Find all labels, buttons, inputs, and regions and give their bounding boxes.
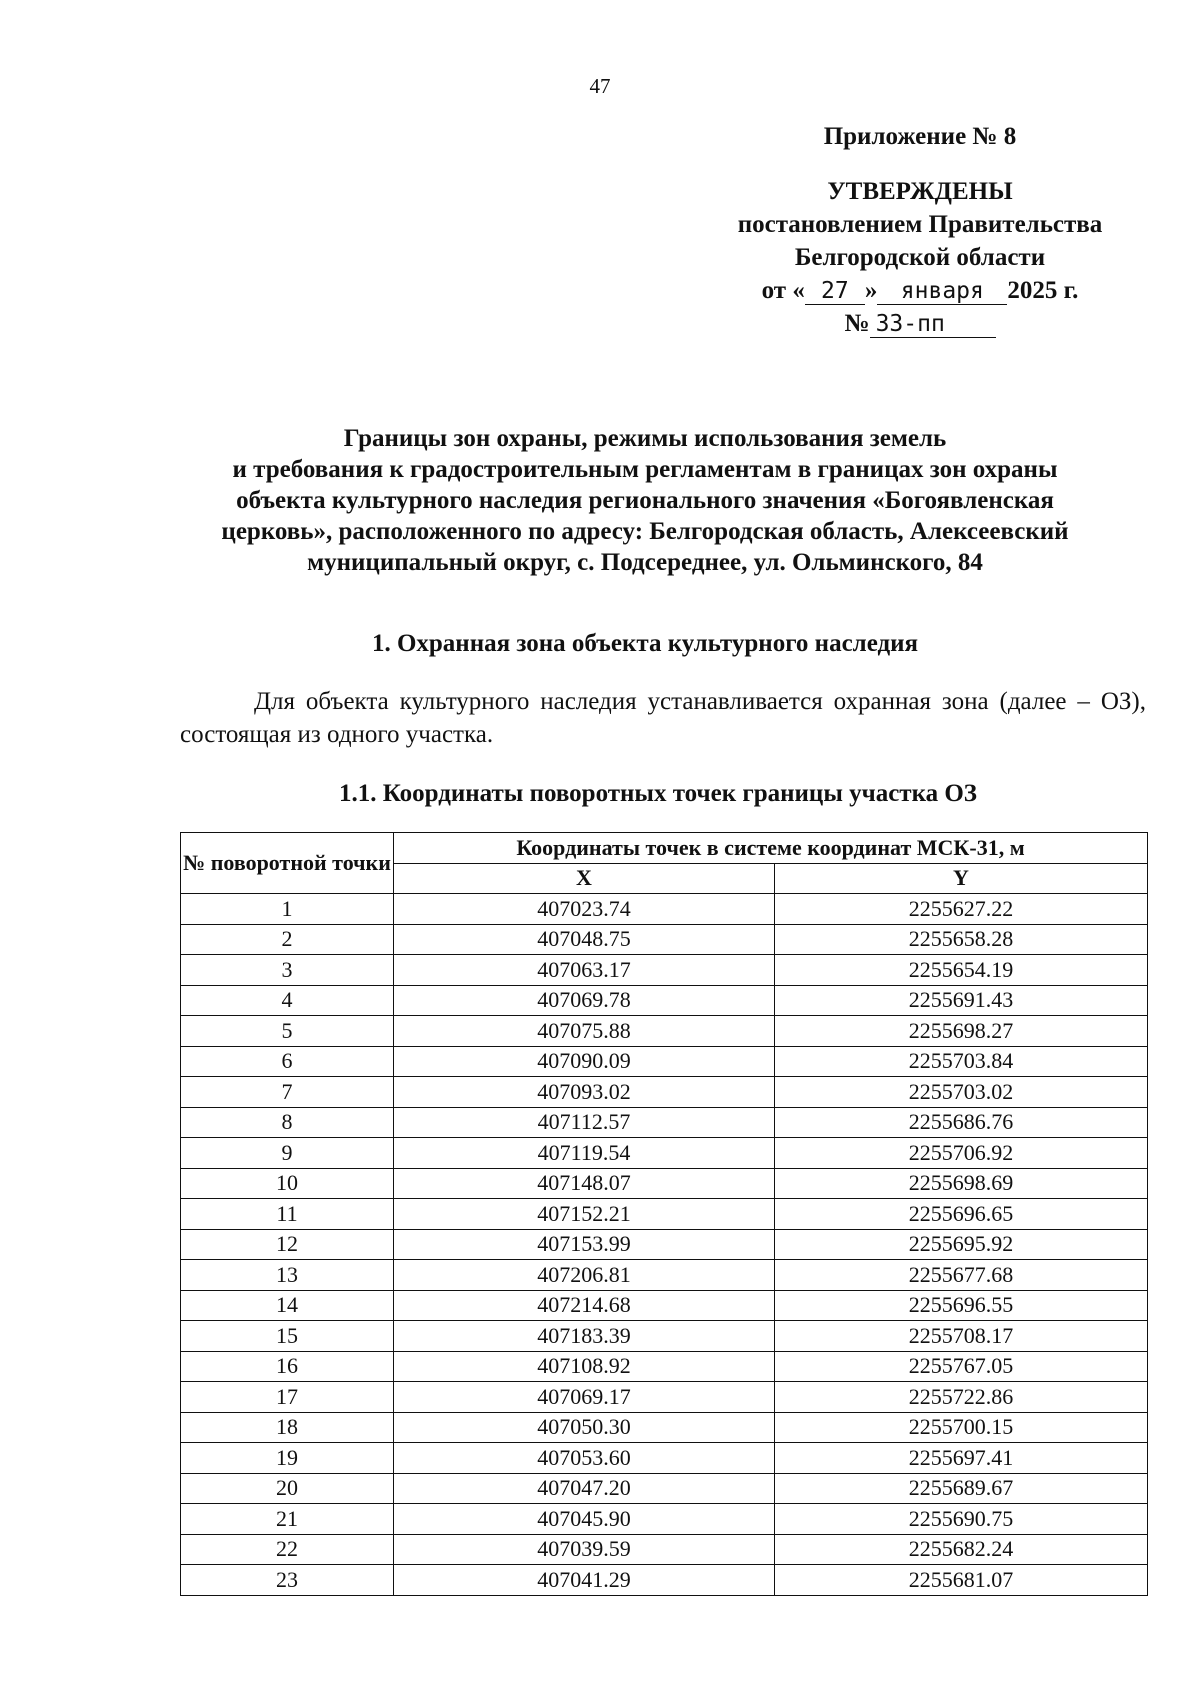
title-line: церковь», расположенного по адресу: Белгородская область, Алексеевский bbox=[221, 518, 1069, 545]
y-coordinate-cell: 2255703.84 bbox=[775, 1046, 1148, 1077]
y-coordinate-cell: 2255700.15 bbox=[775, 1412, 1148, 1443]
table-row bbox=[181, 924, 1148, 955]
table-row bbox=[181, 1321, 1148, 1352]
number-prefix: № bbox=[844, 310, 870, 337]
point-number-cell: 23 bbox=[181, 1565, 394, 1596]
table-row bbox=[181, 1534, 1148, 1565]
header-point-number: № поворотной точки bbox=[181, 833, 394, 894]
x-coordinate-cell: 407108.92 bbox=[394, 1351, 775, 1382]
point-number-cell: 16 bbox=[181, 1351, 394, 1382]
x-coordinate-cell: 407093.02 bbox=[394, 1077, 775, 1108]
point-number-cell: 12 bbox=[181, 1229, 394, 1260]
title-line: объекта культурного наследия регионального значения «Богоявленская bbox=[236, 487, 1054, 514]
subsection-heading: 1.1. Координаты поворотных точек границы участка ОЗ bbox=[339, 780, 977, 807]
point-number-cell: 1 bbox=[181, 894, 394, 925]
date-day: 27 bbox=[805, 278, 865, 305]
table-row bbox=[181, 1138, 1148, 1169]
header-y: Y bbox=[775, 863, 1148, 894]
title-line: Границы зон охраны, режимы использования земель bbox=[343, 425, 947, 452]
point-number-cell: 6 bbox=[181, 1046, 394, 1077]
y-coordinate-cell: 2255722.86 bbox=[775, 1382, 1148, 1413]
table-row bbox=[181, 1107, 1148, 1138]
header-coordinates: Координаты точек в системе координат МСК-31, м bbox=[394, 833, 1148, 864]
table-row bbox=[181, 1412, 1148, 1443]
point-number-cell: 19 bbox=[181, 1443, 394, 1474]
table-row bbox=[181, 1199, 1148, 1230]
x-coordinate-cell: 407039.59 bbox=[394, 1534, 775, 1565]
x-coordinate-cell: 407119.54 bbox=[394, 1138, 775, 1169]
approval-line-1: постановлением Правительства bbox=[737, 211, 1103, 238]
table-row bbox=[181, 1565, 1148, 1596]
y-coordinate-cell: 2255767.05 bbox=[775, 1351, 1148, 1382]
point-number-cell: 15 bbox=[181, 1321, 394, 1352]
point-number-cell: 22 bbox=[181, 1534, 394, 1565]
x-coordinate-cell: 407090.09 bbox=[394, 1046, 775, 1077]
point-number-cell: 3 bbox=[181, 955, 394, 986]
x-coordinate-cell: 407063.17 bbox=[394, 955, 775, 986]
y-coordinate-cell: 2255682.24 bbox=[775, 1534, 1148, 1565]
y-coordinate-cell: 2255696.65 bbox=[775, 1199, 1148, 1230]
point-number-cell: 5 bbox=[181, 1016, 394, 1047]
point-number-cell: 18 bbox=[181, 1412, 394, 1443]
body-paragraph: Для объекта культурного наследия устанавливается охранная зона (далее – ОЗ), состоящая из одного участка. bbox=[180, 688, 1146, 748]
table-row bbox=[181, 1473, 1148, 1504]
point-number-cell: 4 bbox=[181, 985, 394, 1016]
y-coordinate-cell: 2255677.68 bbox=[775, 1260, 1148, 1291]
document-title bbox=[160, 423, 1130, 578]
table-row bbox=[181, 1046, 1148, 1077]
table-row bbox=[181, 1504, 1148, 1535]
table-row bbox=[181, 1016, 1148, 1047]
y-coordinate-cell: 2255696.55 bbox=[775, 1290, 1148, 1321]
date-month: января bbox=[877, 278, 1007, 305]
y-coordinate-cell: 2255698.69 bbox=[775, 1168, 1148, 1199]
x-coordinate-cell: 407069.17 bbox=[394, 1382, 775, 1413]
date-year: 2025 г. bbox=[1007, 277, 1079, 304]
table-row bbox=[181, 1229, 1148, 1260]
table-row bbox=[181, 985, 1148, 1016]
y-coordinate-cell: 2255654.19 bbox=[775, 955, 1148, 986]
table-row bbox=[181, 1260, 1148, 1291]
y-coordinate-cell: 2255698.27 bbox=[775, 1016, 1148, 1047]
point-number-cell: 21 bbox=[181, 1504, 394, 1535]
x-coordinate-cell: 407023.74 bbox=[394, 894, 775, 925]
section-heading: 1. Охранная зона объекта культурного наследия bbox=[371, 630, 919, 657]
title-line: и требования к градостроительным регламентам в границах зон охраны bbox=[232, 456, 1058, 483]
point-number-cell: 2 bbox=[181, 924, 394, 955]
point-number-cell: 17 bbox=[181, 1382, 394, 1413]
x-coordinate-cell: 407047.20 bbox=[394, 1473, 775, 1504]
header-x: X bbox=[394, 863, 775, 894]
coordinates-table bbox=[180, 832, 1148, 1596]
y-coordinate-cell: 2255697.41 bbox=[775, 1443, 1148, 1474]
y-coordinate-cell: 2255689.67 bbox=[775, 1473, 1148, 1504]
table-row bbox=[181, 1382, 1148, 1413]
date-prefix: от « bbox=[761, 277, 805, 304]
x-coordinate-cell: 407152.21 bbox=[394, 1199, 775, 1230]
x-coordinate-cell: 407112.57 bbox=[394, 1107, 775, 1138]
coordinates-table-body bbox=[181, 894, 1148, 1596]
table-row bbox=[181, 1351, 1148, 1382]
x-coordinate-cell: 407148.07 bbox=[394, 1168, 775, 1199]
table-row bbox=[181, 1168, 1148, 1199]
document-number: 33-пп bbox=[870, 311, 996, 338]
x-coordinate-cell: 407045.90 bbox=[394, 1504, 775, 1535]
approved-label: УТВЕРЖДЕНЫ bbox=[827, 178, 1013, 205]
y-coordinate-cell: 2255695.92 bbox=[775, 1229, 1148, 1260]
table-row bbox=[181, 955, 1148, 986]
appendix-label: Приложение № 8 bbox=[823, 123, 1017, 150]
y-coordinate-cell: 2255691.43 bbox=[775, 985, 1148, 1016]
page-number: 47 bbox=[589, 74, 611, 98]
x-coordinate-cell: 407053.60 bbox=[394, 1443, 775, 1474]
table-row bbox=[181, 1290, 1148, 1321]
x-coordinate-cell: 407206.81 bbox=[394, 1260, 775, 1291]
approval-number bbox=[720, 307, 1120, 340]
y-coordinate-cell: 2255627.22 bbox=[775, 894, 1148, 925]
y-coordinate-cell: 2255703.02 bbox=[775, 1077, 1148, 1108]
title-line: муниципальный округ, с. Подсереднее, ул. Ольминского, 84 bbox=[307, 549, 983, 576]
y-coordinate-cell: 2255658.28 bbox=[775, 924, 1148, 955]
x-coordinate-cell: 407075.88 bbox=[394, 1016, 775, 1047]
y-coordinate-cell: 2255708.17 bbox=[775, 1321, 1148, 1352]
x-coordinate-cell: 407041.29 bbox=[394, 1565, 775, 1596]
approval-block bbox=[720, 120, 1120, 340]
x-coordinate-cell: 407183.39 bbox=[394, 1321, 775, 1352]
point-number-cell: 14 bbox=[181, 1290, 394, 1321]
approval-date bbox=[720, 274, 1120, 307]
x-coordinate-cell: 407050.30 bbox=[394, 1412, 775, 1443]
point-number-cell: 13 bbox=[181, 1260, 394, 1291]
point-number-cell: 9 bbox=[181, 1138, 394, 1169]
point-number-cell: 10 bbox=[181, 1168, 394, 1199]
point-number-cell: 8 bbox=[181, 1107, 394, 1138]
x-coordinate-cell: 407048.75 bbox=[394, 924, 775, 955]
y-coordinate-cell: 2255686.76 bbox=[775, 1107, 1148, 1138]
table-row bbox=[181, 894, 1148, 925]
y-coordinate-cell: 2255681.07 bbox=[775, 1565, 1148, 1596]
approval-line-2: Белгородской области bbox=[794, 244, 1046, 271]
x-coordinate-cell: 407214.68 bbox=[394, 1290, 775, 1321]
point-number-cell: 11 bbox=[181, 1199, 394, 1230]
x-coordinate-cell: 407153.99 bbox=[394, 1229, 775, 1260]
table-row bbox=[181, 1077, 1148, 1108]
y-coordinate-cell: 2255690.75 bbox=[775, 1504, 1148, 1535]
point-number-cell: 20 bbox=[181, 1473, 394, 1504]
point-number-cell: 7 bbox=[181, 1077, 394, 1108]
x-coordinate-cell: 407069.78 bbox=[394, 985, 775, 1016]
date-mid: » bbox=[864, 277, 878, 304]
y-coordinate-cell: 2255706.92 bbox=[775, 1138, 1148, 1169]
table-row bbox=[181, 1443, 1148, 1474]
